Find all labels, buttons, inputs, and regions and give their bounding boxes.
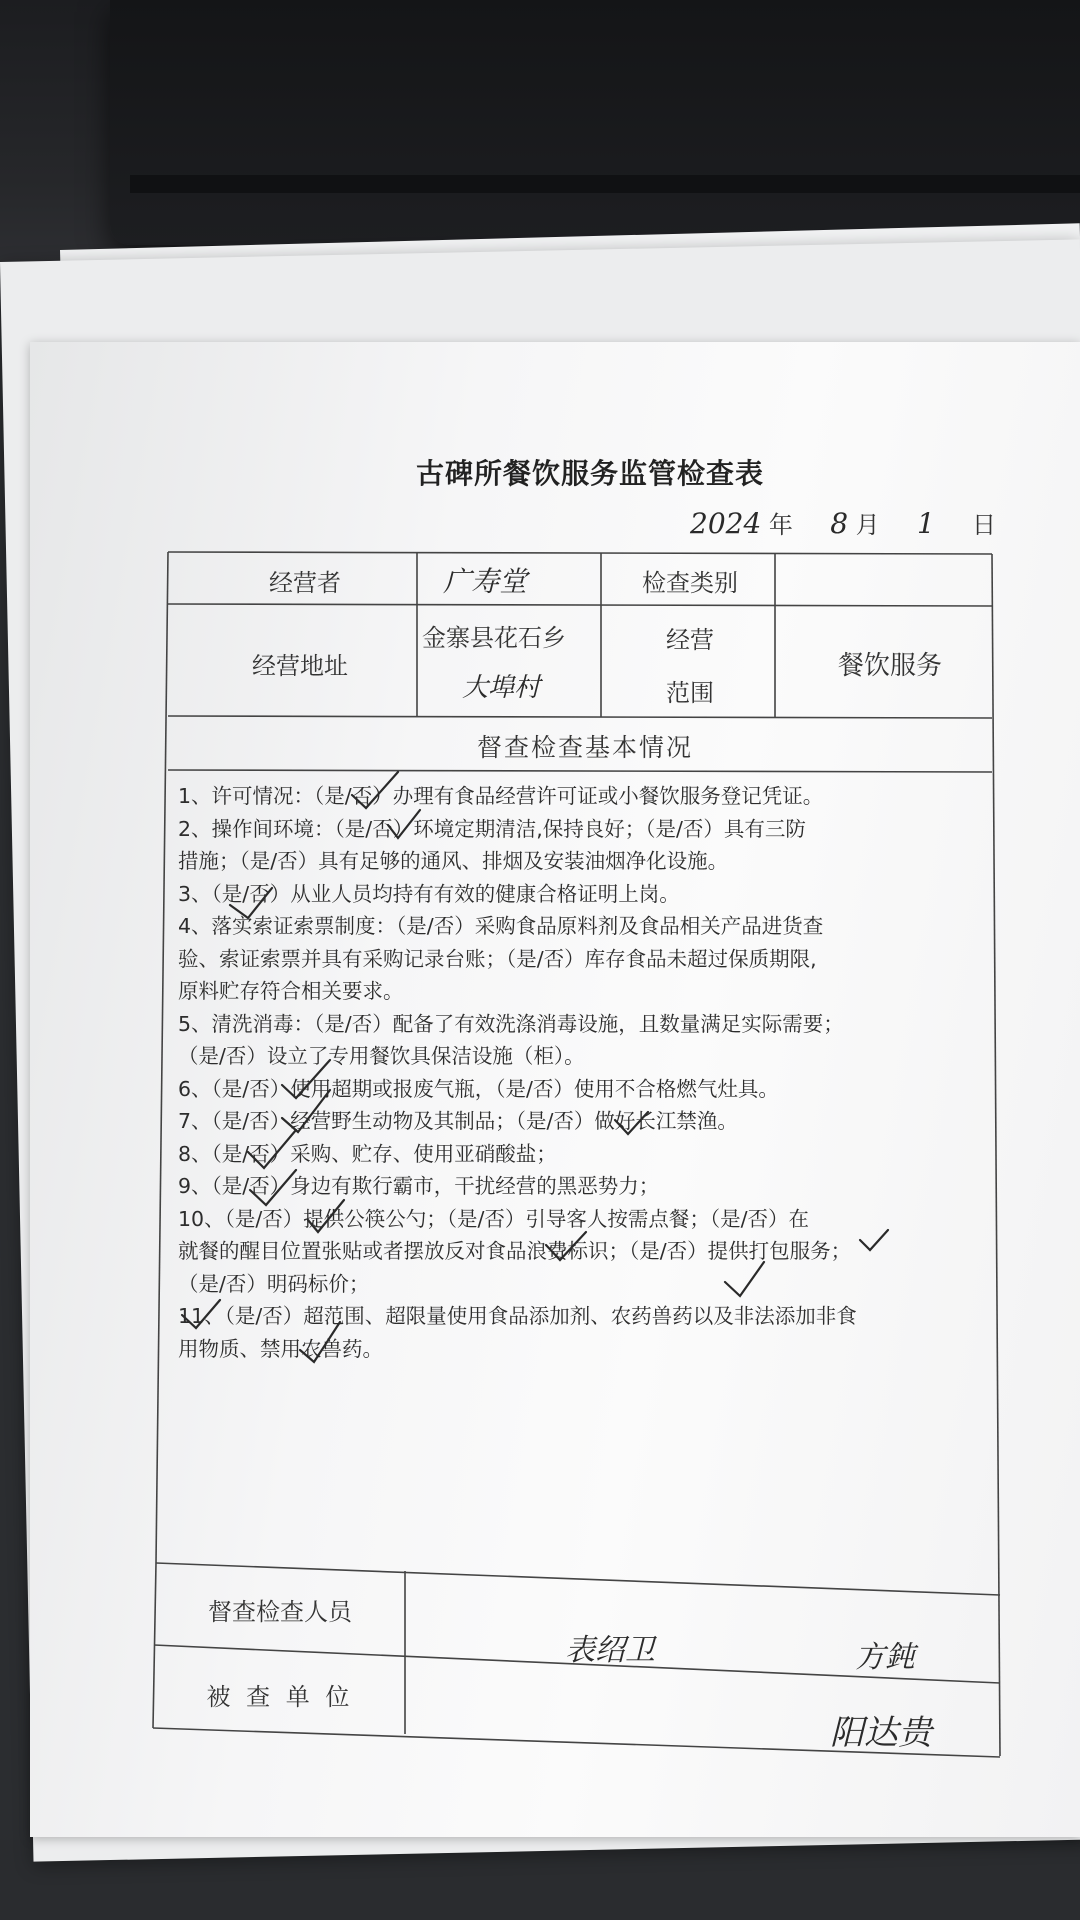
laptop-edge (130, 175, 1080, 193)
scope-label (630, 620, 750, 708)
category-label: 检查类别 (642, 569, 738, 597)
item-line: 7、（是/否）经营野生动物及其制品；（是/否）做好长江禁渔。 (178, 1109, 738, 1133)
item-line: 2、操作间环境：（是/否）环境定期清洁,保持良好；（是/否）具有三防 (178, 816, 806, 841)
unit-label: 被 查 单 位 (206, 1683, 354, 1711)
item-line: 8、（是/否）采购、贮存、使用亚硝酸盐； (178, 1141, 557, 1166)
item-line: 3、（是/否）从业人员均持有有效的健康合格证明上岗。 (178, 881, 680, 906)
address-value-line1: 金寨县花石乡 (422, 624, 566, 652)
address-value-line2: 大埠村 (462, 673, 541, 703)
item-line: 4、落实索证索票制度：（是/否）采购食品原料剂及食品相关产品进货查 (178, 914, 824, 938)
item-line: 验、索证索票并具有采购记录台账；（是/否）库存食品未超过保质期限, (178, 946, 817, 971)
date-year: 2024 (690, 507, 762, 540)
form-title: 古碑所餐饮服务监管检查表 (415, 457, 764, 490)
address-value (422, 618, 602, 704)
operator-value: 广寿堂 (442, 565, 527, 598)
date-day-unit: 日 (972, 511, 997, 539)
item-line: （是/否）明码标价； (178, 1271, 370, 1296)
item-line: 原料贮存符合相关要求。 (178, 979, 404, 1003)
item-line: 5、清洗消毒：（是/否）配备了有效洗涤消毒设施，且数量满足实际需要； (178, 1011, 844, 1036)
laptop (110, 0, 1080, 245)
date-month-unit: 月 (855, 511, 880, 539)
inspection-items (178, 780, 998, 1365)
address-label: 经营地址 (252, 652, 348, 680)
inspector-label: 督查检查人员 (208, 1598, 352, 1626)
item-line: 就餐的醒目位置张贴或者摆放反对食品浪费标识；（是/否）提供打包服务； (178, 1239, 852, 1263)
inspector-signature-2: 方鈍 (855, 1640, 915, 1675)
date-day: 1 (916, 507, 935, 540)
date-year-unit: 年 (768, 511, 793, 539)
item-line: 6、（是/否）使用超期或报废气瓶，（是/否）使用不合格燃气灶具。 (178, 1076, 779, 1101)
scope-label-line1: 经营 (666, 626, 714, 654)
section-title: 督查检查基本情况 (476, 733, 693, 762)
item-line: （是/否）设立了专用餐饮具保洁设施（柜）。 (178, 1044, 585, 1068)
inspector-signature-1: 表绍卫 (565, 1633, 655, 1668)
scope-value: 餐饮服务 (837, 651, 942, 681)
item-line: 1、许可情况：（是/否）办理有食品经营许可证或小餐饮服务登记凭证。 (178, 784, 824, 808)
unit-signature: 阳达贵 (830, 1713, 932, 1753)
item-line: 10、（是/否）提供公筷公勺；（是/否）引导客人按需点餐；（是/否）在 (178, 1206, 810, 1231)
date-month: 8 (830, 507, 849, 540)
scope-label-line2: 范围 (666, 679, 714, 707)
item-line: 9、（是/否）身边有欺行霸市，干扰经营的黑恶势力； (178, 1174, 660, 1198)
item-line: 用物质、禁用农兽药。 (178, 1336, 383, 1361)
form-date (690, 505, 996, 540)
item-line: 11、（是/否）超范围、超限量使用食品添加剂、农药兽药以及非法添加非食 (178, 1304, 857, 1328)
item-line: 措施；（是/否）具有足够的通风、排烟及安装油烟净化设施。 (178, 849, 729, 873)
operator-label: 经营者 (269, 569, 341, 597)
